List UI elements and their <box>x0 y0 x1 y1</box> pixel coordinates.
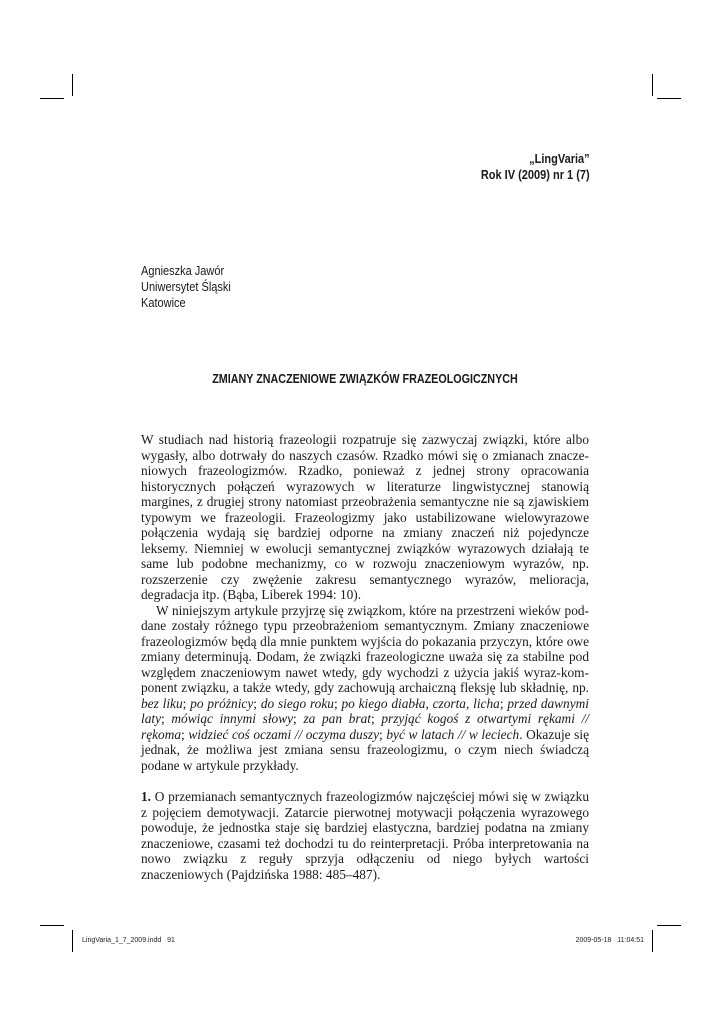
article-title: ZMIANY ZNACZENIOWE ZWIĄZKÓW FRAZEOLOGICZNYCH <box>212 372 518 386</box>
paragraph-1: W studiach nad historią frazeologii rozpatruje się zazwyczaj związki, które albo wygasły, albo dotrwały do naszych czasów. Rzadko mówi się o zmianach znaczeniowych frazeologizmów. Rzadko, ponieważ z jednej strony opracowania historycznych połączeń wyrazowych w literaturze lingwistycznej stanowią margines, z drugiej strony natomiast przeobrażenia semantyczne nie są zjawiskiem typowym we frazeologii. Frazeologizmy jako ustabilizowane wielowyrazowe połączenia wydają się bardziej odporne na zmiany znaczeń niż pojedyncze leksemy. Niemniej w ewolucji semantycznej związków wyrazowych działają te same lub podobne mechanizmy, co w rozwoju znaczeniowym wyrazów, np. rozszerzenie czy zwężenie zakresu semantycznego wyrazów, melioracja, degradacja itp. (Bąba, Liberek 1994: 10). <box>141 432 589 602</box>
example-phrase: po próżnicy <box>190 695 254 711</box>
author-city: Katowice <box>141 296 186 310</box>
author-affiliation: Uniwersytet Śląski <box>141 280 231 294</box>
crop-mark <box>72 74 73 96</box>
crop-mark <box>657 98 681 99</box>
paragraph-2: W niniejszym artykule przyjrzę się związkom, które na przestrzeni wieków poddane zostały różnego typu przeobrażeniom semantycznym. Zmiany znaczeniowe frazeologizmów będą dla mnie punktem wyjścia do pokazania przyczyn, które owe zmiany determinują. Dodam, że związki frazeologiczne uważa się za stabilne pod względem znaczeniowym nawet wtedy, gdy wychodzi z użycia jakiś wyraz-komponent związku, a także wtedy, gdy zachowują archaiczną fleksję lub składnię, np. bez liku; po próżnicy; do siego roku; po kiego diabła, czorta, licha; przed dawnymi laty; mówiąc innymi słowy; za pan brat; przyjąć kogoś z otwartymi rękami // rękoma; widzieć coś oczami // oczyma duszy; być w latach // w leciech. Okazuje się jednak, że możliwa jest zmiana sensu frazeologizmu, o czym niech świadczą podane w artykule przykłady. <box>141 602 590 773</box>
author-block <box>141 263 231 311</box>
example-phrase: licha <box>473 695 500 711</box>
crop-mark <box>652 930 653 952</box>
paragraph-2-end: . Okazuje się jednak, że możliwa jest zmiana sensu frazeologizmu, o czym niech świadczą podane w artykule przykłady. <box>141 726 589 773</box>
example-phrase: widzieć coś oczami // oczyma duszy <box>188 726 380 742</box>
example-phrase: do siego roku <box>260 695 334 711</box>
example-phrase: mówiąc innymi słowy <box>171 711 294 726</box>
crop-mark <box>72 930 73 952</box>
section-number: 1. <box>141 789 152 804</box>
example-phrase: po kiego diabła <box>341 695 426 711</box>
author-name: Agnieszka Jawór <box>141 264 225 278</box>
crop-mark <box>40 98 64 99</box>
footer-file: LingVaria_1_7_2009.indd 91 <box>82 937 175 944</box>
example-phrase: za pan brat <box>303 711 371 726</box>
journal-issue: Rok IV (2009) nr 1 (7) <box>481 168 590 182</box>
example-phrase: czorta <box>432 695 466 711</box>
paragraph-2-intro: W niniejszym artykule przyjrzę się związkom, które na przestrzeni wieków poddane zostały różnego typu przeobrażeniom semantycznym. Zmiany znaczeniowe frazeologizmów będą dla mnie punktem wyjścia do pokazania przyczyn, które owe zmiany determinują. Dodam, że związki frazeologiczne uważa się za stabilne pod względem znaczeniowym nawet wtedy, gdy wychodzi z użycia jakiś wyraz-komponent związku, a także wtedy, gdy zachowują archaiczną fleksję lub składnię, np. <box>141 602 589 695</box>
section-1 <box>141 789 589 882</box>
section-1-text: O przemianach semantycznych frazeologizmów najczęściej mówi się w związku z pojęciem demotywacji. Zatarcie pierwotnej motywacji połączenia wyrazowego powoduje, że jednostka staje się bardziej elastyczna, bardziej podatna na zmiany znaczeniowe, czasami też dochodzi tu do reinterpretacji. Próba interpretowania na nowo związku z reguły sprzyja odłączeniu od niego byłych wartości znaczeniowych (Pajdzińska 1988: 485–487). <box>141 789 589 882</box>
example-phrase: bez liku <box>141 695 183 711</box>
crop-mark <box>652 74 653 96</box>
crop-mark <box>657 925 681 926</box>
example-phrase: być w latach // w leciech <box>386 726 520 742</box>
crop-mark <box>40 925 64 926</box>
journal-header <box>481 151 590 183</box>
example-phrase: przed dawnymi laty <box>141 695 589 726</box>
footer-timestamp: 2009-05-18 11:04:51 <box>575 937 644 944</box>
article-body <box>141 432 589 882</box>
example-phrase: przyjąć kogoś z otwartymi rękami // rękoma <box>141 711 590 742</box>
journal-name: „LingVaria” <box>529 152 590 166</box>
